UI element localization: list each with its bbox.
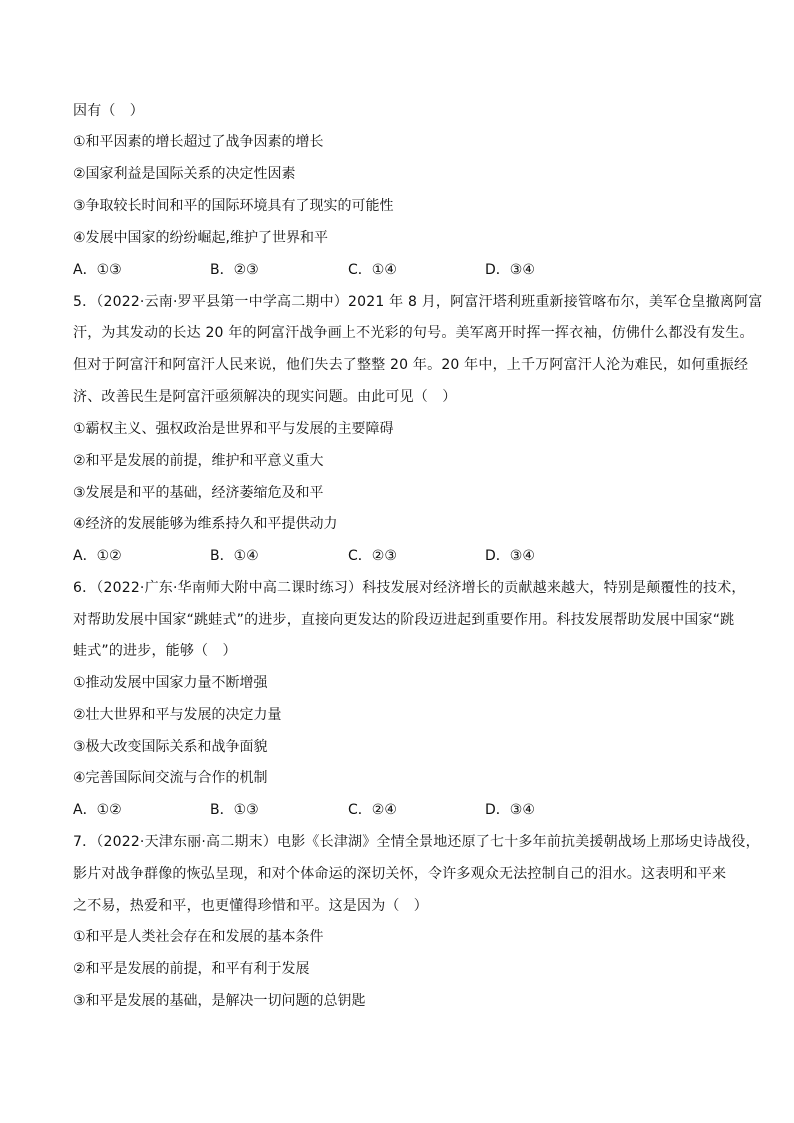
q5-option-b: B．①④ [210, 548, 259, 564]
q5-option-d: D．③④ [485, 548, 535, 564]
q5-item-3: ③发展是和平的基础，经济萎缩危及和平 [73, 485, 324, 501]
q6-option-b: B．①③ [210, 802, 259, 818]
q7-stem-line-3: 之不易，热爱和平，也更懂得珍惜和平。这是因为（ ） [73, 898, 428, 914]
q5-stem-line-4: 济、改善民生是阿富汗亟须解决的现实问题。由此可见（ ） [73, 389, 457, 405]
q4-stem-tail: 因有（ ） [73, 103, 144, 119]
q7-item-1: ①和平是人类社会存在和发展的基本条件 [73, 929, 324, 945]
q6-item-3: ③极大改变国际关系和战争面貌 [73, 739, 268, 755]
q7-stem-line-2: 影片对战争群像的恢弘呈现，和对个体命运的深切关怀，令许多观众无法控制自己的泪水。这表明和平来 [73, 866, 727, 882]
q4-item-3: ③争取较长时间和平的国际环境具有了现实的可能性 [73, 198, 394, 214]
q4-option-c: C．①④ [348, 262, 397, 278]
q7-stem-line-1: 7．（2022·天津东丽·高二期末）电影《长津湖》全情全景地还原了七十多年前抗美援朝战场上那场史诗战役， [73, 834, 760, 850]
q4-option-b: B．②③ [210, 262, 259, 278]
q4-option-a: A．①③ [73, 262, 122, 278]
q6-option-d: D．③④ [485, 802, 535, 818]
q4-item-1: ①和平因素的增长超过了战争因素的增长 [73, 134, 324, 150]
q7-item-2: ②和平是发展的前提，和平有利于发展 [73, 961, 310, 977]
q4-item-2: ②国家利益是国际关系的决定性因素 [73, 166, 296, 182]
q5-stem-line-2: 汗，为其发动的长达 20 年的阿富汗战争画上不光彩的句号。美军离开时挥一挥衣袖，仿佛什么都没有发生。 [73, 325, 754, 341]
q6-stem-line-2: 对帮助发展中国家“跳蛙式”的进步，直接向更发达的阶段迈进起到重要作用。科技发展帮助发展中国家“跳 [73, 612, 735, 628]
q5-option-c: C．②③ [348, 548, 397, 564]
q4-option-d: D．③④ [485, 262, 535, 278]
q4-item-4: ④发展中国家的纷纷崛起,维护了世界和平 [73, 230, 328, 246]
q5-item-2: ②和平是发展的前提，维护和平意义重大 [73, 453, 324, 469]
q6-item-2: ②壮大世界和平与发展的决定力量 [73, 707, 282, 723]
q6-item-4: ④完善国际间交流与合作的机制 [73, 770, 268, 786]
q6-option-a: A．①② [73, 802, 122, 818]
q6-item-1: ①推动发展中国家力量不断增强 [73, 675, 268, 691]
q5-item-1: ①霸权主义、强权政治是世界和平与发展的主要障碍 [73, 421, 394, 437]
q7-item-3: ③和平是发展的基础，是解决一切问题的总钥匙 [73, 993, 366, 1009]
q6-stem-line-3: 蛙式”的进步，能够（ ） [73, 643, 237, 659]
q5-stem-line-3: 但对于阿富汗和阿富汗人民来说，他们失去了整整 20 年。20 年中，上千万阿富汗人沦为难民，如何重振经 [73, 357, 749, 373]
q5-item-4: ④经济的发展能够为维系持久和平提供动力 [73, 516, 338, 532]
q6-stem-line-1: 6．（2022·广东·华南师大附中高二课时练习）科技发展对经济增长的贡献越来越大，特别是颠覆性的技术， [73, 580, 746, 596]
q5-option-a: A．①② [73, 548, 122, 564]
q5-stem-line-1: 5．（2022·云南·罗平县第一中学高二期中）2021 年 8 月，阿富汗塔利班重新接管喀布尔，美军仓皇撤离阿富 [73, 294, 763, 310]
q6-option-c: C．②④ [348, 802, 397, 818]
